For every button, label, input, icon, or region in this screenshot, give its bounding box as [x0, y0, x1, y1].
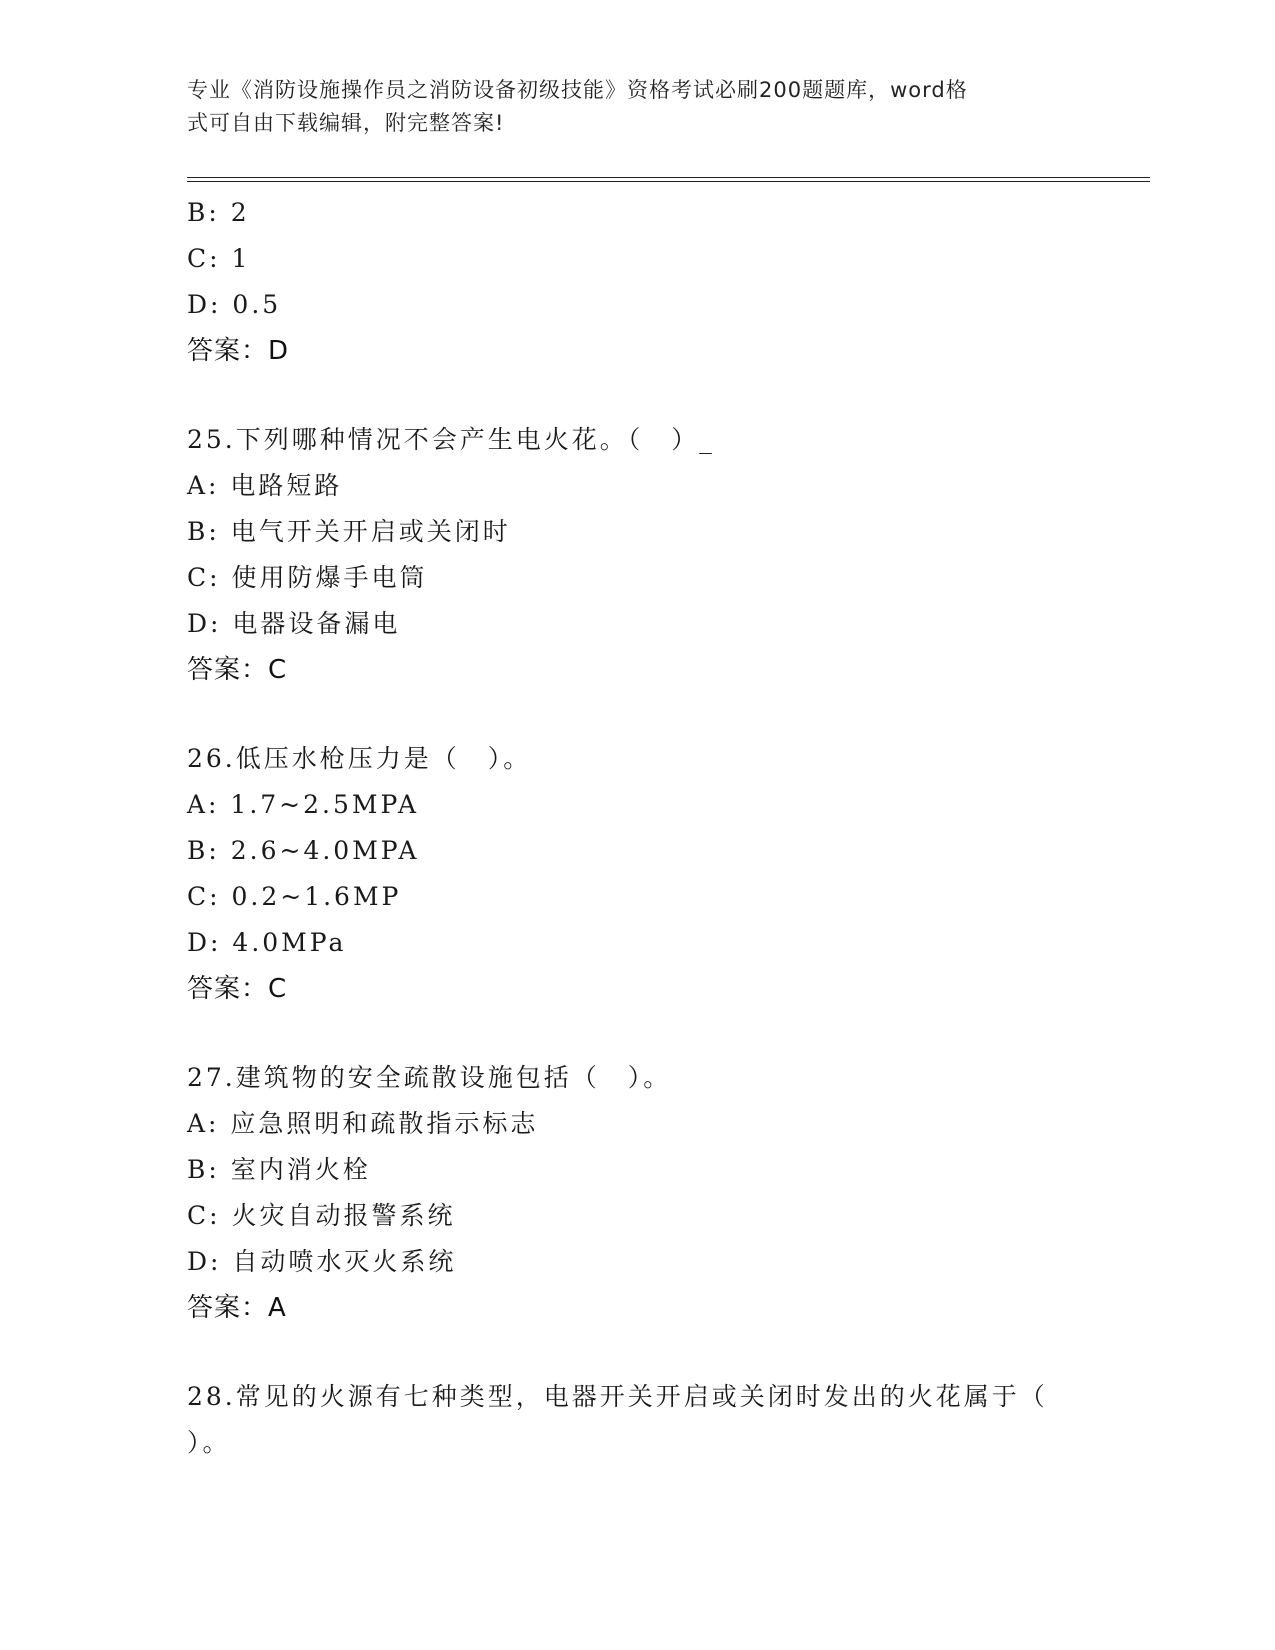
option-d: D: 0.5 — [187, 290, 282, 319]
option-b: B: 2 — [187, 198, 250, 227]
question-stem: 25.下列哪种情况不会产生电火花。（ ）_ — [187, 425, 715, 454]
answer-line: 答案：C — [187, 974, 288, 1004]
question-stem: 26.低压水枪压力是（ ）。 — [187, 744, 532, 773]
question-stem: 27.建筑物的安全疏散设施包括（ ）。 — [187, 1063, 672, 1092]
option-b: B: 电气开关开启或关闭时 — [187, 517, 511, 546]
answer-line: 答案：A — [187, 1293, 287, 1323]
answer-line: 答案：D — [187, 336, 290, 366]
question-stem-line-1: 28.常见的火源有七种类型，电器开关开启或关闭时发出的火花属于（ — [187, 1382, 1048, 1411]
header-line-1: 专业《消防设施操作员之消防设备初级技能》资格考试必刷200题题库，word格 — [187, 78, 968, 102]
question-26 — [187, 736, 1087, 1012]
question-25 — [187, 417, 1087, 693]
option-c: C: 0.2~1.6MP — [187, 882, 402, 911]
option-a: A: 电路短路 — [187, 471, 343, 500]
option-d: D: 4.0MPa — [187, 928, 347, 957]
question-list — [187, 190, 1087, 1466]
header-line-2: 式可自由下载编辑，附完整答案! — [187, 111, 505, 135]
option-a: A: 1.7~2.5MPA — [187, 790, 420, 819]
spacer — [187, 374, 1087, 417]
question-28 — [187, 1374, 1087, 1466]
option-a: A: 应急照明和疏散指示标志 — [187, 1109, 539, 1138]
header-divider — [187, 177, 1150, 182]
option-c: C: 1 — [187, 244, 251, 273]
option-b: B: 室内消火栓 — [187, 1155, 371, 1184]
option-d: D: 自动喷水灭火系统 — [187, 1247, 457, 1276]
spacer — [187, 693, 1087, 736]
option-d: D: 电器设备漏电 — [187, 609, 401, 638]
option-c: C: 使用防爆手电筒 — [187, 563, 428, 592]
document-header — [187, 74, 1067, 140]
option-c: C: 火灾自动报警系统 — [187, 1201, 456, 1230]
option-b: B: 2.6~4.0MPA — [187, 836, 420, 865]
question-27 — [187, 1055, 1087, 1331]
spacer — [187, 1012, 1087, 1055]
question-stem-line-2: ）。 — [187, 1428, 231, 1457]
spacer — [187, 1331, 1087, 1374]
question-24-continued — [187, 190, 1087, 374]
answer-line: 答案：C — [187, 655, 288, 685]
